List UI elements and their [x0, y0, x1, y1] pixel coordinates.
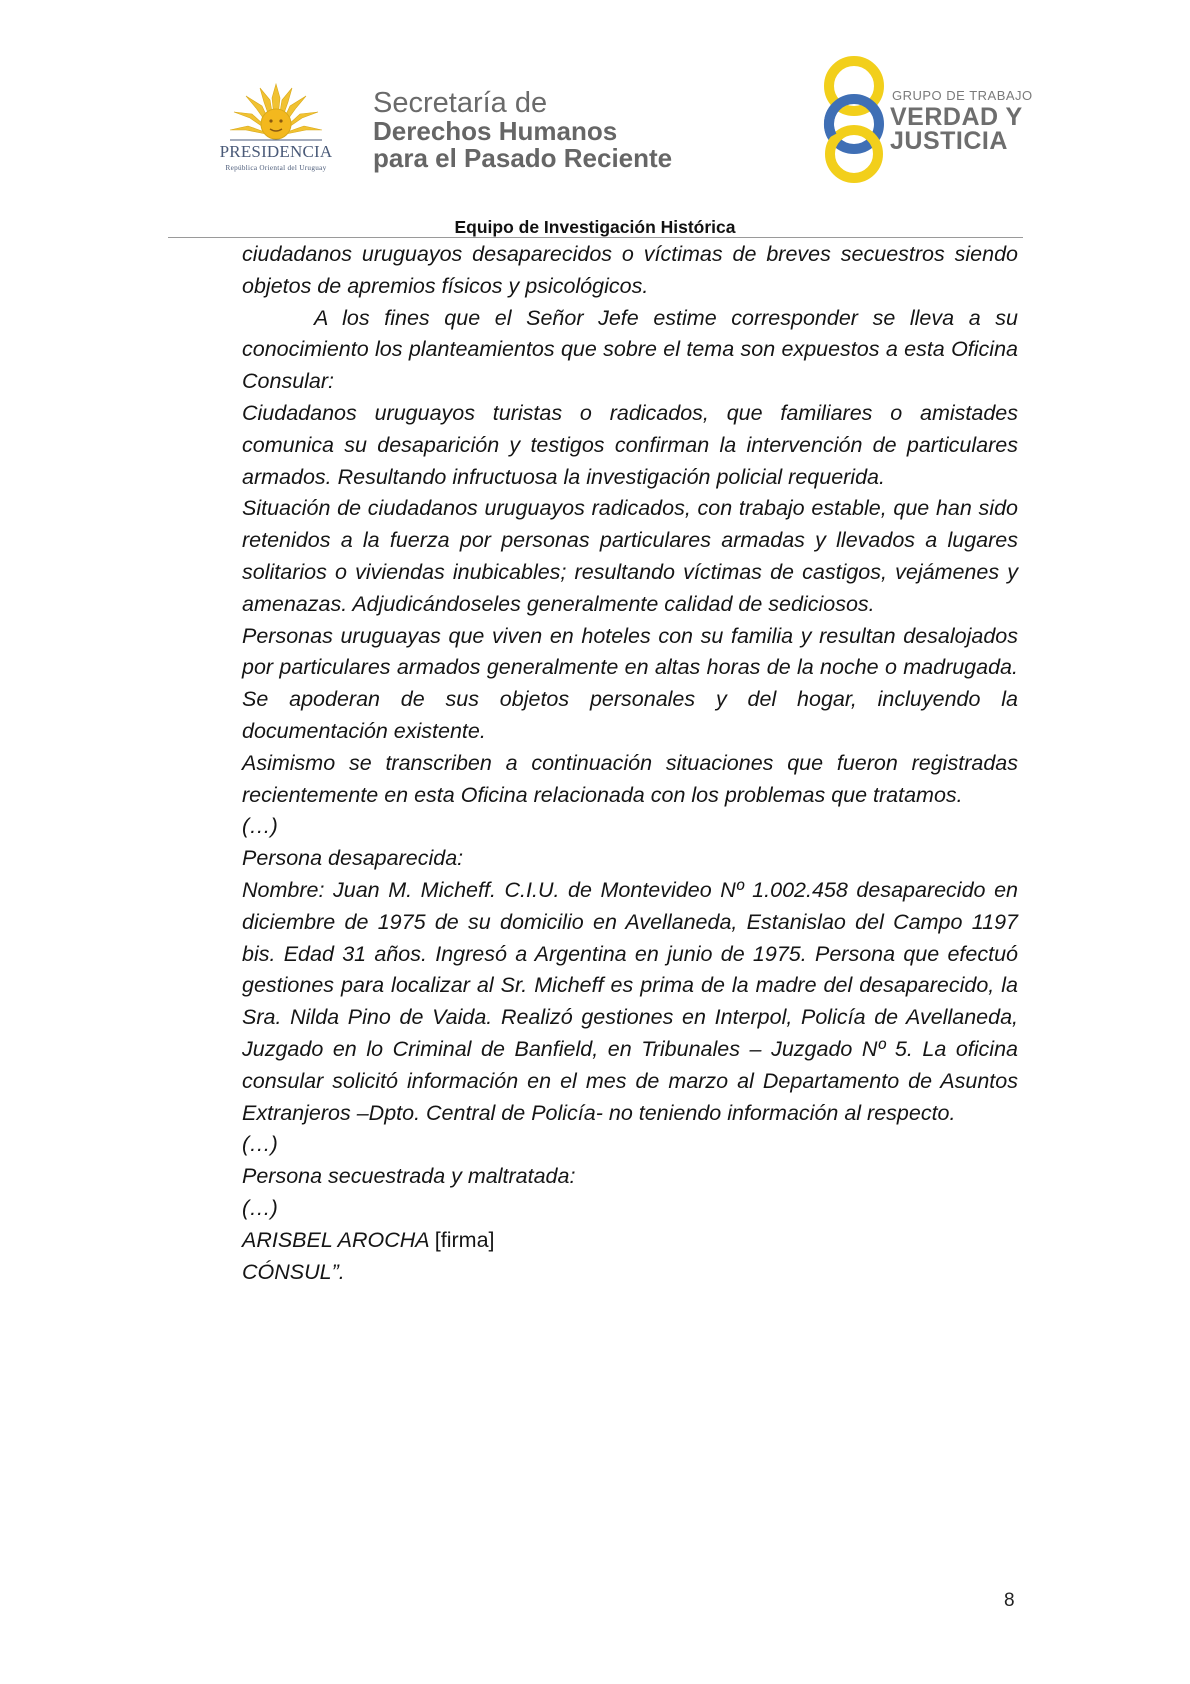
verdad-label: VERDAD Y [890, 103, 1023, 131]
secretaria-line-3: para el Pasado Reciente [373, 143, 673, 173]
paragraph: Persona secuestrada y maltratada: [242, 1164, 576, 1189]
paragraph: Ciudadanos uruguayos turistas o radicados, que familiares o amistades comunica su desaparición y testigos confirman la intervención de particulares armados. Resultando infructuosa la investigación policial requerida. [242, 400, 1018, 489]
document-body [242, 239, 1018, 1288]
header-divider [168, 237, 1023, 238]
page-number: 8 [1004, 1590, 1015, 1611]
sun-emblem-icon [226, 80, 326, 142]
justicia-label: JUSTICIA [890, 127, 1008, 155]
secretaria-logo-text [373, 88, 672, 172]
paragraph: Asimismo se transcriben a continuación situaciones que fueron registradas recientemente en esta Oficina relacionada con los problemas que tratamos. [242, 750, 1018, 807]
paragraph: (…) [242, 1195, 278, 1220]
linked-rings-icon [816, 54, 892, 184]
team-title: Equipo de Investigación Histórica [454, 217, 736, 237]
paragraph: (…) [242, 814, 278, 839]
paragraph: Persona desaparecida: [242, 846, 464, 871]
signer-title: CÓNSUL”. [242, 1259, 345, 1284]
presidencia-name: PRESIDENCIA [219, 142, 333, 161]
page-header [0, 0, 1190, 250]
secretaria-line-2: Derechos Humanos [373, 116, 618, 146]
signature-note: [firma] [434, 1227, 495, 1252]
secretaria-line-1: Secretaría de [373, 87, 548, 119]
paragraph: Situación de ciudadanos uruguayos radicados, con trabajo estable, que han sido retenidos a la fuerza por personas particulares armadas y llevados a lugares solitarios o viviendas inubicables; resultando víctimas de castigos, vejámenes y amenazas. Adjudicándoseles generalmente calidad de sediciosos. [242, 496, 1018, 616]
paragraph: A los fines que el Señor Jefe estime corresponder se lleva a su conocimiento los planteamientos que sobre el tema son expuestos a esta Oficina Consular: [242, 305, 1018, 394]
paragraph: Personas uruguayas que viven en hoteles con su familia y resultan desalojados por particulares armados generalmente en altas horas de la noche o madrugada. Se apoderan de sus objetos personales y del hogar, incluyendo la documentación existente. [242, 623, 1018, 743]
presidencia-subtitle: República Oriental del Uruguay [225, 164, 327, 172]
presidencia-logo [196, 80, 356, 180]
verdad-justicia-logo [816, 54, 1033, 184]
paragraph: Nombre: Juan M. Micheff. C.I.U. de Montevideo Nº 1.002.458 desaparecido en diciembre de 1975 de su domicilio en Avellaneda, Estanislao del Campo 1197 bis. Edad 31 años. Ingresó a Argentina en junio de 1975. Persona que efectuó gestiones para localizar al Sr. Micheff es prima de la madre del desaparecido, la Sra. Nilda Pino de Vaida. Realizó gestiones en Interpol, Policía de Avellaneda, Juzgado en lo Criminal de Banfield, en Tribunales – Juzgado Nº 5. La oficina consular solicitó información en el mes de marzo al Departamento de Asuntos Extranjeros –Dpto. Central de Policía- no teniendo información al respecto. [242, 877, 1018, 1125]
paragraph: (…) [242, 1132, 278, 1157]
signature-line [242, 1225, 1018, 1257]
signer-name: ARISBEL AROCHA [242, 1227, 429, 1252]
grupo-label: GRUPO DE TRABAJO [892, 88, 1033, 103]
paragraph: ciudadanos uruguayos desaparecidos o víctimas de breves secuestros siendo objetos de apremios físicos y psicológicos. [242, 242, 1018, 298]
